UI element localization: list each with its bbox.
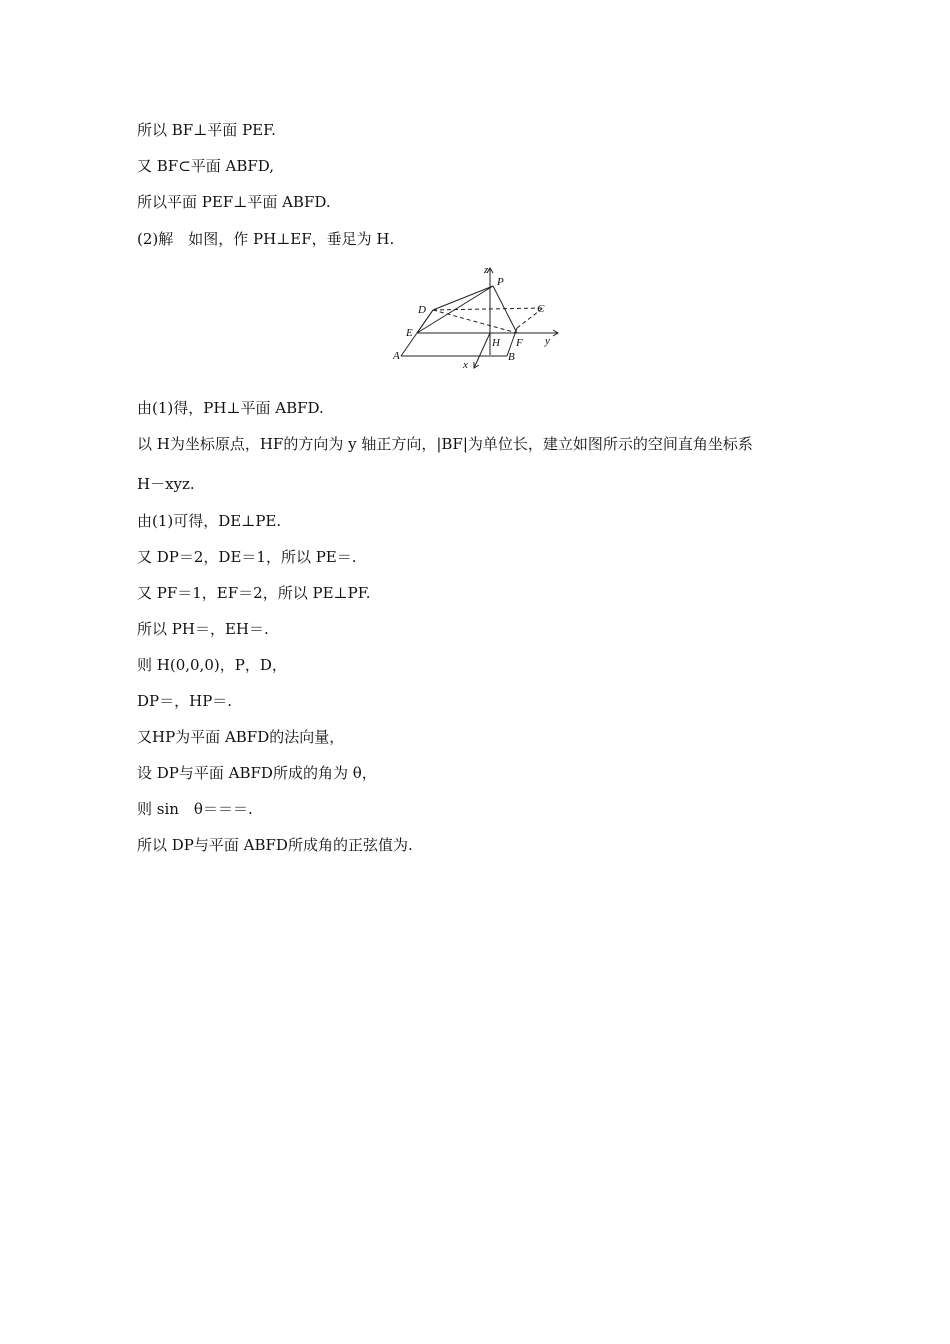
label-H: H <box>492 337 500 349</box>
text-line-8: 由(1)可得，DE⊥PE. <box>137 512 282 530</box>
text-line-15: 设 DP与平面 ABFD所成的角为 θ， <box>137 764 377 782</box>
label-y: y <box>545 335 550 347</box>
text-line-2: 又 BF⊂平面 ABFD, <box>137 157 275 175</box>
text-line-3: 所以平面 PEF⊥平面 ABFD. <box>137 193 331 211</box>
geometry-figure <box>390 262 570 372</box>
label-P: P <box>497 276 504 288</box>
text-line-11: 所以 PH＝，EH＝. <box>137 620 269 638</box>
text-line-1: 所以 BF⊥平面 PEF. <box>137 121 276 139</box>
text-line-7: H－xyz. <box>137 475 195 493</box>
text-line-9: 又 DP＝2，DE＝1，所以 PE＝. <box>137 548 357 566</box>
label-C: C <box>537 303 545 315</box>
text-line-12: 则 H(0,0,0)，P，D， <box>137 656 287 674</box>
label-x: x <box>463 359 468 371</box>
text-line-10: 又 PF＝1，EF＝2，所以 PE⊥PF. <box>137 584 371 602</box>
label-B: B <box>508 351 515 363</box>
text-line-17: 所以 DP与平面 ABFD所成角的正弦值为. <box>137 836 413 854</box>
label-D: D <box>418 304 426 316</box>
text-line-5: 由(1)得，PH⊥平面 ABFD. <box>137 399 324 417</box>
text-line-14: 又HP为平面 ABFD的法向量， <box>137 728 345 746</box>
label-z: z <box>484 264 489 276</box>
label-F: F <box>516 337 523 349</box>
text-line-4: (2)解 如图，作 PH⊥EF，垂足为 H. <box>137 230 395 248</box>
label-E: E <box>406 327 413 339</box>
text-line-13: DP＝，HP＝. <box>137 692 233 710</box>
text-line-6: 以 H为坐标原点，HF的方向为 y 轴正方向，|BF|为单位长，建立如图所示的空间直角坐标系 <box>137 435 753 453</box>
label-A: A <box>393 350 400 362</box>
text-line-16: 则 sin θ＝＝＝. <box>137 800 253 818</box>
